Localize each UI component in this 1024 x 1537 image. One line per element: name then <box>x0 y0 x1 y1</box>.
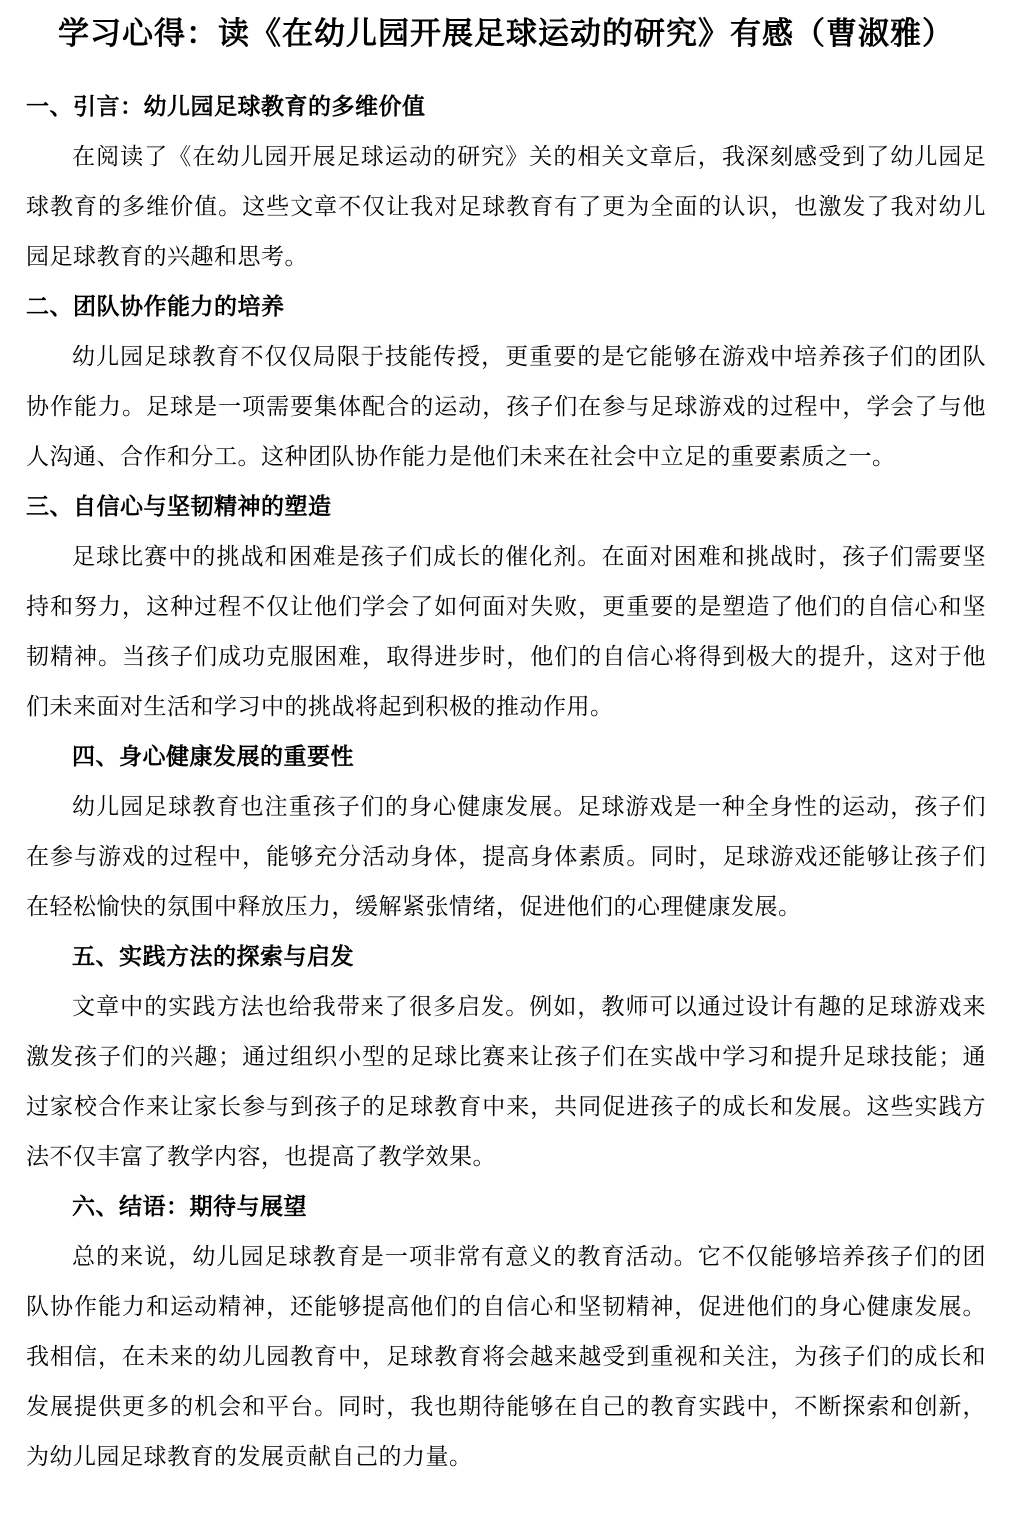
section-heading-5: 五、实践方法的探索与启发 <box>72 944 354 969</box>
section-paragraph-5: 文章中的实践方法也给我带来了很多启发。例如，教师可以通过设计有趣的足球游戏来激发孩子们的兴趣；通过组织小型的足球比赛来让孩子们在实战中学习和提升足球技能；通过家校合作来让家长参与到孩子的足球教育中来，共同促进孩子的成长和发展。这些实践方法不仅丰富了教学内容，也提高了教学效果。 <box>26 994 986 1169</box>
section-paragraph-2: 幼儿园足球教育不仅仅局限于技能传授，更重要的是它能够在游戏中培养孩子们的团队协作能力。足球是一项需要集体配合的运动，孩子们在参与足球游戏的过程中，学会了与他人沟通、合作和分工。这种团队协作能力是他们未来在社会中立足的重要素质之一。 <box>26 344 986 469</box>
section-heading-1: 一、引言：幼儿园足球教育的多维价值 <box>26 94 426 119</box>
section-paragraph-6: 总的来说，幼儿园足球教育是一项非常有意义的教育活动。它不仅能够培养孩子们的团队协作能力和运动精神，还能够提高他们的自信心和坚韧精神，促进他们的身心健康发展。我相信，在未来的幼儿园教育中，足球教育将会越来越受到重视和关注，为孩子们的成长和发展提供更多的机会和平台。同时，我也期待能够在自己的教育实践中，不断探索和创新，为幼儿园足球教育的发展贡献自己的力量。 <box>26 1244 986 1469</box>
section-heading-6: 六、结语：期待与展望 <box>72 1194 307 1219</box>
section-paragraph-4: 幼儿园足球教育也注重孩子们的身心健康发展。足球游戏是一种全身性的运动，孩子们在参与游戏的过程中，能够充分活动身体，提高身体素质。同时，足球游戏还能够让孩子们在轻松愉快的氛围中释放压力，缓解紧张情绪，促进他们的心理健康发展。 <box>26 794 986 919</box>
section-paragraph-3: 足球比赛中的挑战和困难是孩子们成长的催化剂。在面对困难和挑战时，孩子们需要坚持和努力，这种过程不仅让他们学会了如何面对失败，更重要的是塑造了他们的自信心和坚韧精神。当孩子们成功克服困难，取得进步时，他们的自信心将得到极大的提升，这对于他们未来面对生活和学习中的挑战将起到积极的推动作用。 <box>26 544 986 719</box>
section-paragraph-1: 在阅读了《在幼儿园开展足球运动的研究》关的相关文章后，我深刻感受到了幼儿园足球教育的多维价值。这些文章不仅让我对足球教育有了更为全面的认识，也激发了我对幼儿园足球教育的兴趣和思考。 <box>26 144 986 269</box>
section-heading-2: 二、团队协作能力的培养 <box>26 294 285 319</box>
document-body <box>26 82 986 1482</box>
section-heading-3: 三、自信心与坚韧精神的塑造 <box>26 494 332 519</box>
section-heading-4: 四、身心健康发展的重要性 <box>72 744 354 769</box>
document-title: 学习心得：读《在幼儿园开展足球运动的研究》有感（曹淑雅） <box>58 16 954 51</box>
